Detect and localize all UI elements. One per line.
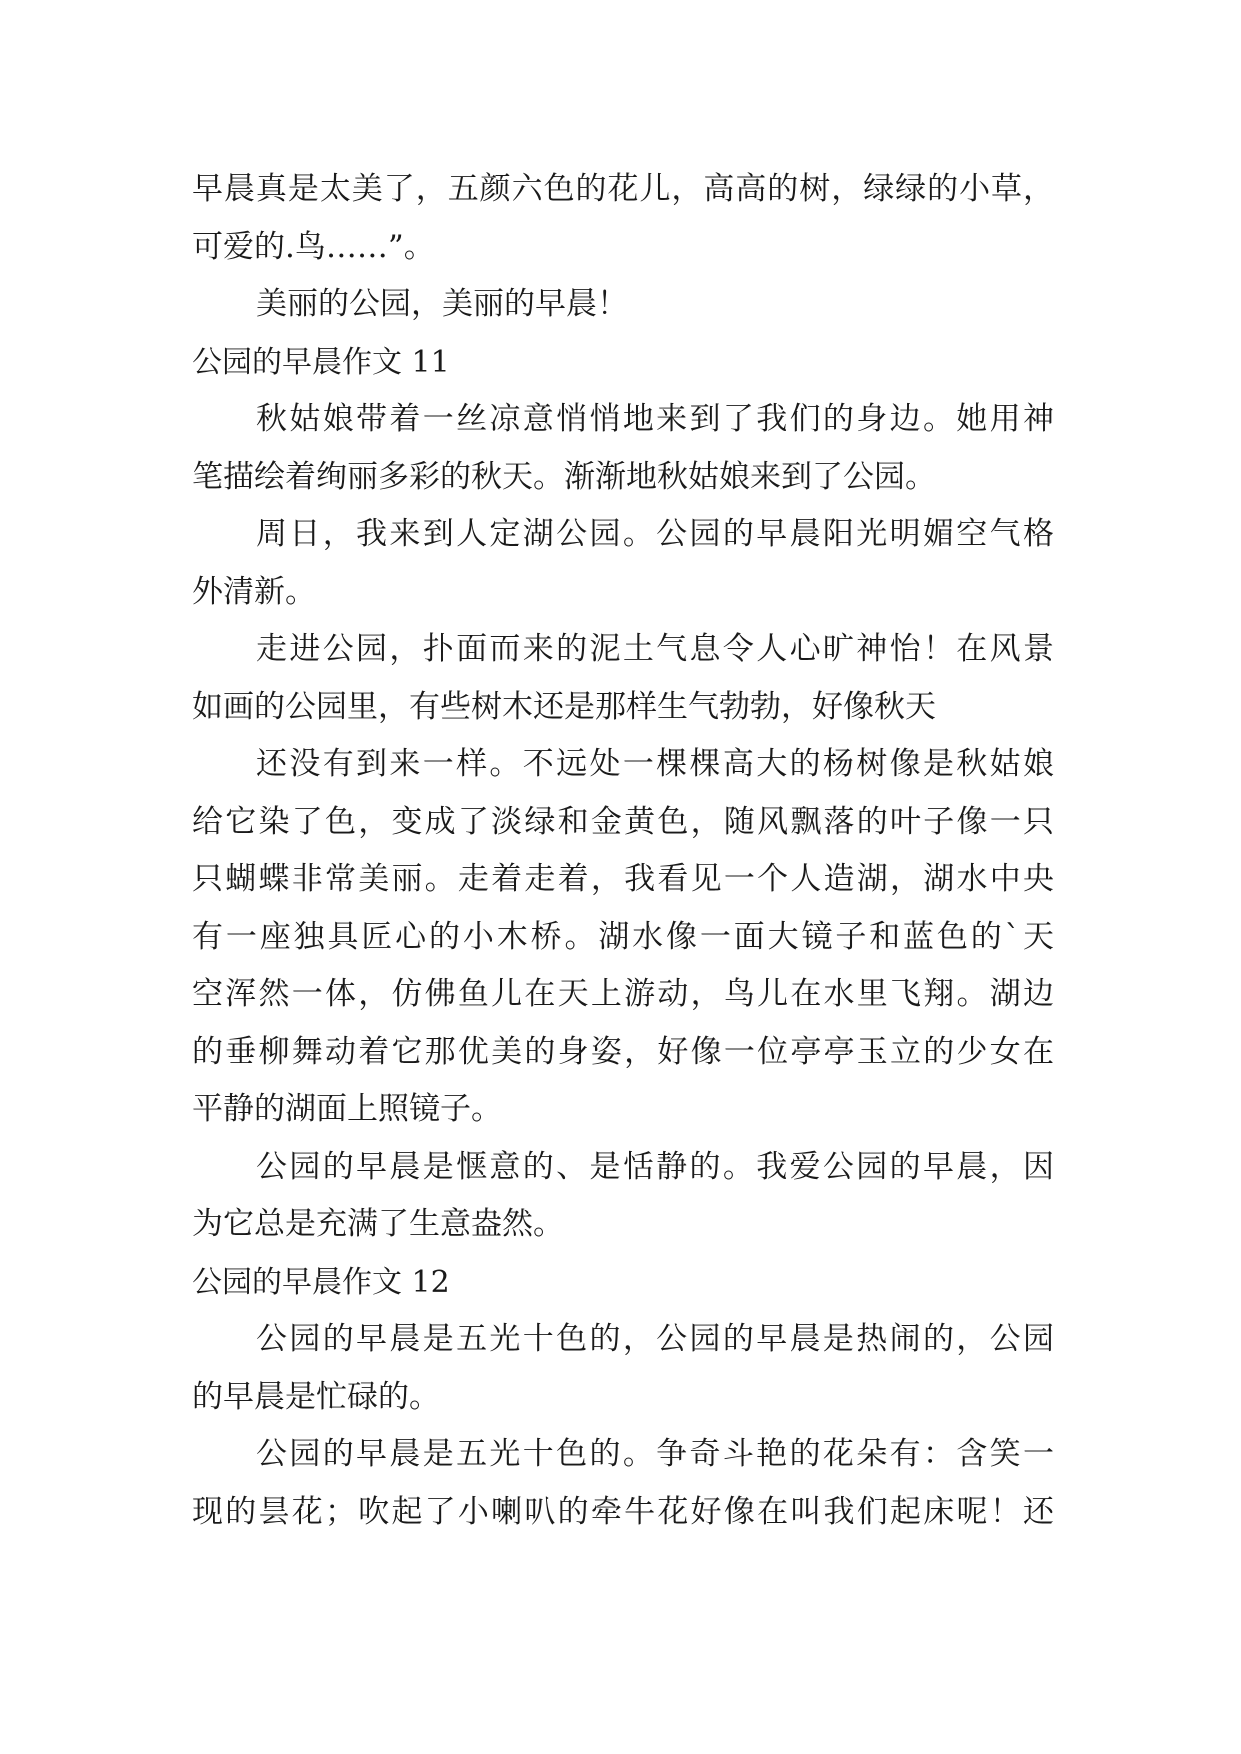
paragraph-line: 为它总是充满了生意盎然。	[192, 1206, 564, 1242]
paragraph-line: 的垂柳舞动着它那优美的身姿，好像一位亭亭玉立的少女在	[192, 1033, 1054, 1070]
paragraph-line: 如画的公园里，有些树木还是那样生气勃勃，好像秋天	[192, 688, 936, 725]
section-heading: 公园的早晨作文 12	[192, 1264, 450, 1300]
paragraph-line: 给它染了色，变成了淡绿和金黄色，随风飘落的叶子像一只	[192, 803, 1054, 840]
paragraph-line: 笔描绘着绚丽多彩的秋天。渐渐地秋姑娘来到了公园。	[192, 458, 936, 495]
section-heading: 公园的早晨作文 11	[192, 344, 450, 380]
paragraph-line: 公园的早晨是惬意的、是恬静的。我爱公园的早晨，因	[256, 1148, 1054, 1185]
text-column	[192, 161, 1054, 1541]
paragraph-line: 还没有到来一样。不远处一棵棵高大的杨树像是秋姑娘	[256, 746, 1054, 782]
paragraph-line: 早晨真是太美了，五颜六色的花儿，高高的树，绿绿的小草，	[192, 171, 1054, 207]
paragraph-line: 可爱的.鸟……”。	[192, 228, 435, 265]
paragraph-line: 美丽的公园，美丽的早晨！	[256, 286, 628, 322]
paragraph-line: 秋姑娘带着一丝凉意悄悄地来到了我们的身边。她用神	[256, 401, 1054, 437]
paragraph-line: 公园的早晨是五光十色的，公园的早晨是热闹的，公园	[256, 1321, 1054, 1357]
paragraph-line: 空浑然一体，仿佛鱼儿在天上游动，鸟儿在水里飞翔。湖边	[192, 976, 1054, 1012]
paragraph-line: 平静的湖面上照镜子。	[192, 1091, 502, 1127]
paragraph-line: 现的昙花；吹起了小喇叭的牵牛花好像在叫我们起床呢！还	[192, 1493, 1054, 1530]
paragraph-line: 有一座独具匠心的小木桥。湖水像一面大镜子和蓝色的`天	[192, 918, 1054, 955]
paragraph-line: 走进公园，扑面而来的泥土气息令人心旷神怡！在风景	[256, 631, 1054, 667]
paragraph-line: 周日，我来到人定湖公园。公园的早晨阳光明媚空气格	[256, 516, 1054, 552]
paragraph-line: 只蝴蝶非常美丽。走着走着，我看见一个人造湖，湖水中央	[192, 861, 1054, 897]
paragraph-line: 的早晨是忙碌的。	[192, 1378, 440, 1415]
paragraph-line: 公园的早晨是五光十色的。争奇斗艳的花朵有：含笑一	[256, 1436, 1054, 1472]
paragraph-line: 外清新。	[192, 573, 316, 610]
